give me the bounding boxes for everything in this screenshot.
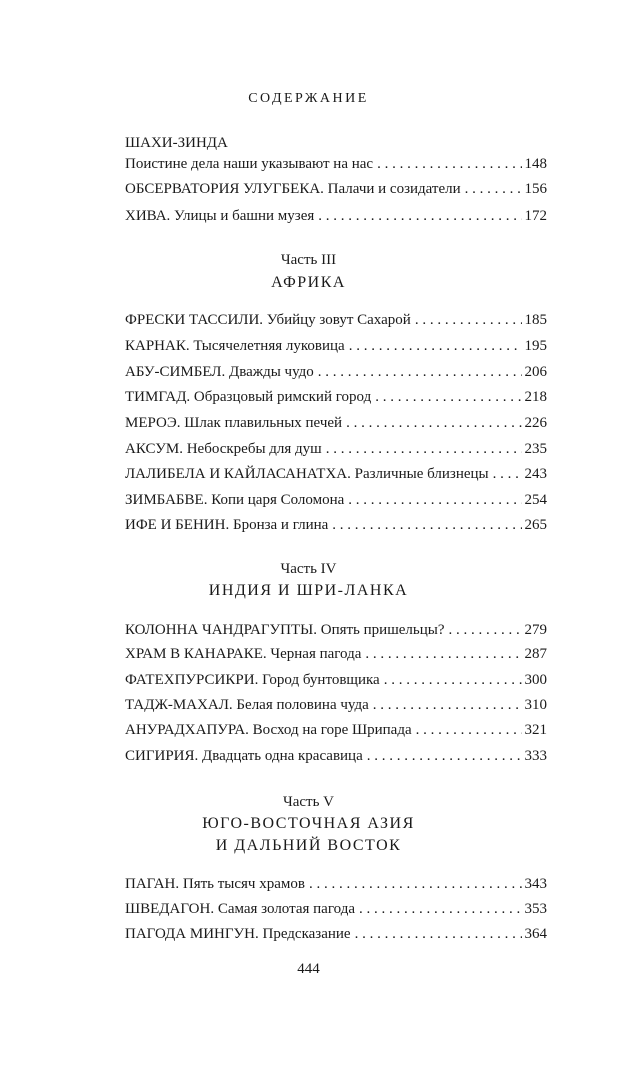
toc-entry-title: АНУРАДХАПУРА. Восход на горе Шрипада — [125, 722, 412, 738]
toc-entry[interactable] — [125, 923, 547, 945]
toc-entry[interactable] — [125, 309, 547, 331]
leader-dots — [416, 719, 522, 741]
toc-entry[interactable] — [125, 873, 547, 895]
leader-dots — [359, 898, 522, 920]
leader-dots — [415, 309, 522, 331]
toc-entry-title: ЗИМБАБВЕ. Копи царя Соломона — [125, 492, 345, 508]
toc-entry[interactable] — [125, 153, 547, 175]
leader-dots — [384, 669, 522, 691]
leader-dots — [449, 619, 522, 641]
toc-entry-title: ПАГОДА МИНГУН. Предсказание — [125, 926, 351, 942]
toc-entry-page: 287 — [524, 646, 547, 662]
toc-entry-title: ШВЕДАГОН. Самая золотая пагода — [125, 901, 355, 917]
toc-entry-page: 300 — [524, 672, 547, 688]
toc-entry[interactable] — [125, 514, 547, 536]
toc-entry-page: 343 — [524, 876, 547, 892]
leader-dots — [318, 361, 522, 383]
toc-entry-title: АКСУМ. Небоскребы для душ — [125, 441, 322, 457]
toc-entry[interactable] — [125, 361, 547, 383]
toc-entry[interactable] — [125, 463, 547, 485]
toc-entry-title: ХИВА. Улицы и башни музея — [125, 208, 315, 224]
page-number: 444 — [297, 961, 320, 977]
toc-entry-title: Поистине дела наши указывают на нас — [125, 156, 374, 172]
toc-entry-title: ЛАЛИБЕЛА И КАЙЛАСАНАТХА. Различные близнецы — [125, 466, 489, 482]
toc-entry-page: 156 — [524, 181, 547, 197]
toc-heading-shahi-zinda: ШАХИ-ЗИНДА — [125, 135, 228, 151]
toc-entry[interactable] — [125, 694, 547, 716]
toc-entry-title: ОБСЕРВАТОРИЯ УЛУГБЕКА. Палачи и созидатели — [125, 181, 461, 197]
leader-dots — [367, 745, 522, 767]
toc-entry-page: 321 — [524, 722, 547, 738]
part-title-line2: И ДАЛЬНИЙ ВОСТОК — [215, 837, 402, 854]
toc-entry[interactable] — [125, 386, 547, 408]
toc-entry[interactable] — [125, 619, 547, 641]
toc-entry-page: 333 — [524, 748, 547, 764]
toc-entry-title: ТИМГАД. Образцовый римский город — [125, 389, 372, 405]
toc-entry-page: 243 — [524, 466, 547, 482]
part-title: ИНДИЯ И ШРИ-ЛАНКА — [208, 582, 409, 599]
toc-entry-page: 235 — [524, 441, 547, 457]
toc-entry[interactable] — [125, 412, 547, 434]
toc-entry-title: МЕРОЭ. Шлак плавильных печей — [125, 415, 343, 431]
toc-entry-title: ТАДЖ-МАХАЛ. Белая половина чуда — [125, 697, 369, 713]
toc-entry[interactable] — [125, 489, 547, 511]
leader-dots — [355, 923, 522, 945]
leader-dots — [365, 643, 521, 665]
toc-entry-title: ФАТЕХПУРСИКРИ. Город бунтовщика — [125, 672, 380, 688]
toc-entry[interactable] — [125, 719, 547, 741]
toc-entry-title: ПАГАН. Пять тысяч храмов — [125, 876, 305, 892]
toc-entry[interactable] — [125, 669, 547, 691]
leader-dots — [373, 694, 522, 716]
part-label: Часть IV — [280, 561, 337, 577]
part-label: Часть III — [280, 252, 337, 268]
toc-entry[interactable] — [125, 335, 547, 357]
leader-dots — [375, 386, 521, 408]
toc-entry-page: 254 — [524, 492, 547, 508]
toc-entry-page: 226 — [524, 415, 547, 431]
toc-entry-title: КАРНАК. Тысячелетняя луковица — [125, 338, 345, 354]
part-title-line1: ЮГО-ВОСТОЧНАЯ АЗИЯ — [202, 815, 415, 832]
toc-entry-page: 265 — [524, 517, 547, 533]
part-title: АФРИКА — [271, 274, 346, 291]
toc-entry-title: ИФЕ И БЕНИН. Бронза и глина — [125, 517, 329, 533]
toc-entry[interactable] — [125, 438, 547, 460]
leader-dots — [348, 489, 521, 511]
toc-entry-page: 218 — [524, 389, 547, 405]
leader-dots — [346, 412, 521, 434]
leader-dots — [326, 438, 522, 460]
toc-entry-title: АБУ-СИМБЕЛ. Дважды чудо — [125, 364, 314, 380]
toc-entry-title: СИГИРИЯ. Двадцать одна красавица — [125, 748, 363, 764]
toc-entry-title: КОЛОННА ЧАНДРАГУПТЫ. Опять пришельцы? — [125, 622, 445, 638]
toc-entry[interactable] — [125, 745, 547, 767]
toc-entry-page: 148 — [524, 156, 547, 172]
toc-entry-page: 172 — [524, 208, 547, 224]
leader-dots — [332, 514, 521, 536]
toc-entry-title: ХРАМ В КАНАРАКЕ. Черная пагода — [125, 646, 362, 662]
leader-dots — [493, 463, 522, 485]
part-label: Часть V — [282, 794, 335, 810]
toc-entry[interactable] — [125, 643, 547, 665]
leader-dots — [465, 178, 522, 200]
toc-entry-page: 185 — [524, 312, 547, 328]
leader-dots — [349, 335, 522, 357]
page-header: СОДЕРЖАНИЕ — [248, 91, 369, 106]
toc-entry-page: 279 — [524, 622, 547, 638]
toc-entry-page: 353 — [524, 901, 547, 917]
leader-dots — [318, 205, 521, 227]
toc-entry-page: 195 — [524, 338, 547, 354]
toc-entry[interactable] — [125, 205, 547, 227]
toc-entry-page: 310 — [524, 697, 547, 713]
toc-entry-page: 206 — [524, 364, 547, 380]
leader-dots — [309, 873, 522, 895]
toc-entry-title: ФРЕСКИ ТАССИЛИ. Убийцу зовут Сахарой — [125, 312, 411, 328]
toc-entry[interactable] — [125, 898, 547, 920]
leader-dots — [377, 153, 521, 175]
toc-entry[interactable] — [125, 178, 547, 200]
toc-entry-page: 364 — [524, 926, 547, 942]
